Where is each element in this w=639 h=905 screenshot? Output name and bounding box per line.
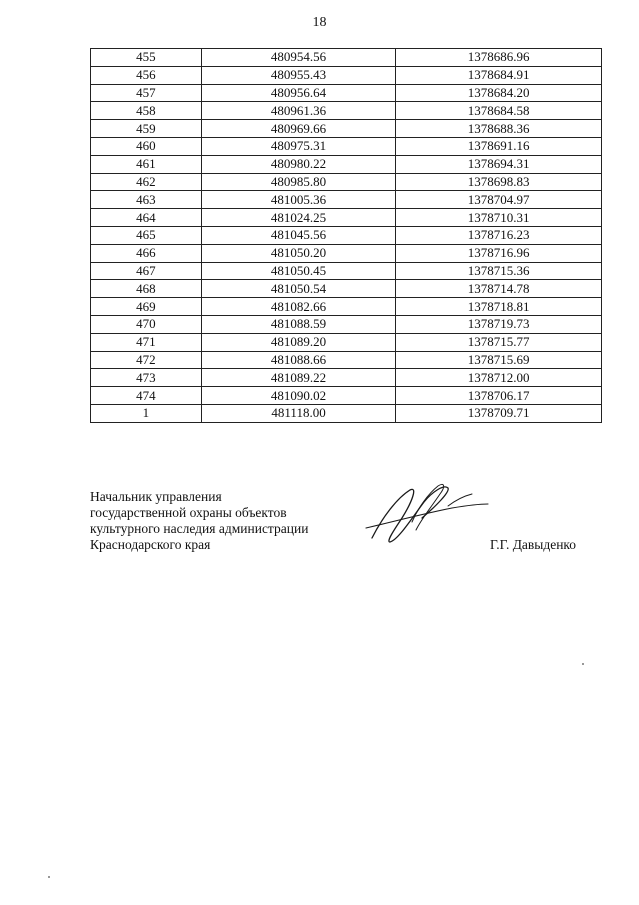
point-number-cell: 466: [91, 244, 202, 262]
x-coordinate-cell: 481088.66: [201, 351, 396, 369]
y-coordinate-cell: 1378718.81: [396, 298, 602, 316]
y-coordinate-cell: 1378686.96: [396, 49, 602, 67]
table-row: [91, 262, 602, 280]
signatory-title-line: культурного наследия администрации: [90, 521, 309, 536]
point-number-cell: 473: [91, 369, 202, 387]
y-coordinate-cell: 1378716.23: [396, 226, 602, 244]
point-number-cell: 465: [91, 226, 202, 244]
point-number-cell: 462: [91, 173, 202, 191]
point-number-cell: 457: [91, 84, 202, 102]
x-coordinate-cell: 481045.56: [201, 226, 396, 244]
x-coordinate-cell: 480969.66: [201, 120, 396, 138]
y-coordinate-cell: 1378684.58: [396, 102, 602, 120]
y-coordinate-cell: 1378694.31: [396, 155, 602, 173]
y-coordinate-cell: 1378706.17: [396, 387, 602, 405]
y-coordinate-cell: 1378712.00: [396, 369, 602, 387]
point-number-cell: 471: [91, 333, 202, 351]
y-coordinate-cell: 1378691.16: [396, 137, 602, 155]
scan-speck: [48, 876, 50, 878]
table-row: [91, 351, 602, 369]
coordinates-table: [90, 48, 602, 423]
signatory-title-line: Краснодарского края: [90, 537, 211, 552]
y-coordinate-cell: 1378704.97: [396, 191, 602, 209]
x-coordinate-cell: 480955.43: [201, 66, 396, 84]
table-row: [91, 84, 602, 102]
table-row: [91, 315, 602, 333]
table-row: [91, 120, 602, 138]
x-coordinate-cell: 480956.64: [201, 84, 396, 102]
x-coordinate-cell: 480980.22: [201, 155, 396, 173]
table-row: [91, 66, 602, 84]
y-coordinate-cell: 1378715.36: [396, 262, 602, 280]
y-coordinate-cell: 1378710.31: [396, 209, 602, 227]
table-row: [91, 49, 602, 67]
x-coordinate-cell: 481024.25: [201, 209, 396, 227]
point-number-cell: 474: [91, 387, 202, 405]
x-coordinate-cell: 481050.45: [201, 262, 396, 280]
table-row: [91, 102, 602, 120]
signatory-title: [90, 489, 308, 553]
table-row: [91, 173, 602, 191]
signatory-name: Г.Г. Давыденко: [490, 537, 577, 552]
y-coordinate-cell: 1378716.96: [396, 244, 602, 262]
y-coordinate-cell: 1378719.73: [396, 315, 602, 333]
point-number-cell: 461: [91, 155, 202, 173]
point-number-cell: 459: [91, 120, 202, 138]
y-coordinate-cell: 1378714.78: [396, 280, 602, 298]
x-coordinate-cell: 481082.66: [201, 298, 396, 316]
x-coordinate-cell: 481005.36: [201, 191, 396, 209]
y-coordinate-cell: 1378688.36: [396, 120, 602, 138]
point-number-cell: 470: [91, 315, 202, 333]
coordinates-table-body: [91, 49, 602, 423]
point-number-cell: 458: [91, 102, 202, 120]
x-coordinate-cell: 480985.80: [201, 173, 396, 191]
y-coordinate-cell: 1378698.83: [396, 173, 602, 191]
table-row: [91, 333, 602, 351]
table-row: [91, 155, 602, 173]
point-number-cell: 1: [91, 404, 202, 422]
table-row: [91, 244, 602, 262]
point-number-cell: 469: [91, 298, 202, 316]
x-coordinate-cell: 481089.20: [201, 333, 396, 351]
point-number-cell: 468: [91, 280, 202, 298]
point-number-cell: 456: [91, 66, 202, 84]
y-coordinate-cell: 1378709.71: [396, 404, 602, 422]
x-coordinate-cell: 481118.00: [201, 404, 396, 422]
x-coordinate-cell: 480954.56: [201, 49, 396, 67]
point-number-cell: 460: [91, 137, 202, 155]
x-coordinate-cell: 481090.02: [201, 387, 396, 405]
table-row: [91, 226, 602, 244]
x-coordinate-cell: 480975.31: [201, 137, 396, 155]
scan-speck: [582, 663, 584, 665]
x-coordinate-cell: 481050.54: [201, 280, 396, 298]
point-number-cell: 463: [91, 191, 202, 209]
table-row: [91, 369, 602, 387]
point-number-cell: 464: [91, 209, 202, 227]
point-number-cell: 455: [91, 49, 202, 67]
point-number-cell: 472: [91, 351, 202, 369]
table-row: [91, 280, 602, 298]
y-coordinate-cell: 1378715.69: [396, 351, 602, 369]
handwritten-signature: [352, 478, 502, 550]
page-number: 18: [312, 15, 327, 30]
table-row: [91, 404, 602, 422]
table-row: [91, 387, 602, 405]
table-row: [91, 298, 602, 316]
y-coordinate-cell: 1378684.20: [396, 84, 602, 102]
signatory-title-line: государственной охраны объектов: [90, 505, 287, 520]
point-number-cell: 467: [91, 262, 202, 280]
x-coordinate-cell: 480961.36: [201, 102, 396, 120]
y-coordinate-cell: 1378684.91: [396, 66, 602, 84]
signatory-title-line: Начальник управления: [90, 489, 222, 504]
y-coordinate-cell: 1378715.77: [396, 333, 602, 351]
x-coordinate-cell: 481050.20: [201, 244, 396, 262]
x-coordinate-cell: 481088.59: [201, 315, 396, 333]
table-row: [91, 191, 602, 209]
x-coordinate-cell: 481089.22: [201, 369, 396, 387]
table-row: [91, 137, 602, 155]
table-row: [91, 209, 602, 227]
